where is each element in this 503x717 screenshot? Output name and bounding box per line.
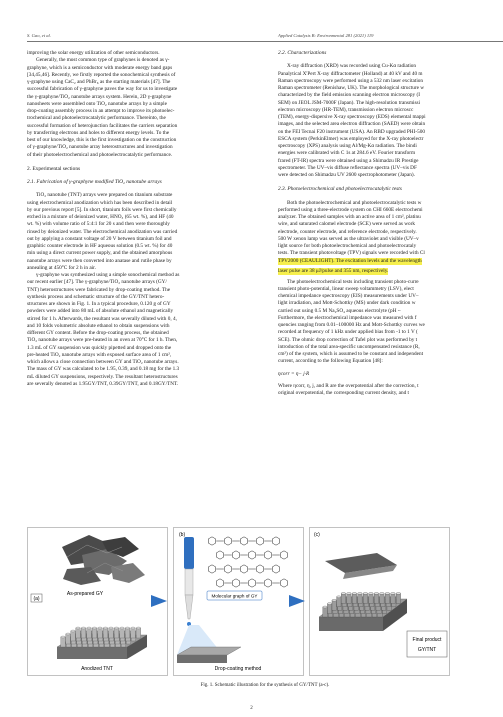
nanotube [92, 628, 96, 638]
section-2-title: 2. Experimental sections [27, 165, 81, 172]
text-line: spectroscopy (XPS) analysis using Al/Mg-Kα radiation. The bindi [278, 143, 417, 149]
nanotube-opening [327, 603, 331, 605]
tnt-fabrication-paragraph [27, 192, 259, 272]
text-line: etched in a mixture of deionized water, HNO₃ (65 wt. %), and HF (40 [27, 214, 174, 220]
characterization-paragraph [278, 63, 503, 179]
text-line: introduction of the total area-specific uncompensated resistance (R, [278, 343, 420, 350]
running-header-authors: S. Gao, et al. [27, 33, 51, 38]
text-line: [34,45,46]. Recently, we firstly reported the sonochemical synthesis of [27, 71, 176, 78]
text-line: original overpotential, the corresponding current density, and t [278, 390, 410, 396]
text-line: (TEM), energy-dispersive X-ray spectroscopy (EDS) elemental mappi [278, 114, 426, 120]
text-line: light irradiation, and Mott-Schottky (MS) under dark condition w [278, 300, 416, 307]
text-line: quencies ranging from 0.01–100000 Hz and Mott-Schottky curves we [278, 322, 425, 328]
text-line: trochemical and photoelectrocatalytic performance. Thereinto, the [27, 115, 166, 122]
text-line: Furthermore, the electrochemical impedance was measured with f [278, 314, 417, 321]
panel-c-label: (c) [314, 532, 320, 538]
nanotube [66, 634, 70, 644]
text-line: images, and the selected area electron diffraction (SAED) were obtain [278, 121, 426, 128]
text-line: out by applying a constant voltage of 20 V between titanium foil and [27, 235, 172, 242]
nanotube-opening [66, 633, 70, 635]
text-line: TPV2000 (CEAULIGHT). The excitation levels and the wavelength [278, 257, 422, 264]
final-product-label: Final product [412, 637, 442, 643]
text-line: annealing at 450°C for 2 h in air. [27, 264, 96, 271]
nanotube-opening [374, 592, 378, 594]
text-line: of γ-graphyne/TiO₂ nanotube array heterostructures and investigation [27, 144, 173, 151]
text-line: ESCA system (PerkinElmer) was employed for the X-ray photoelectr [278, 135, 424, 142]
nanotube [352, 593, 356, 603]
header-rule [27, 41, 503, 42]
text-line: stirred for 1 h. Afterwards, the resultant was severally diluted with 0, 4, [27, 315, 177, 322]
text-line: on the FEI Tecnai F20 instrument (USA). An RBD upgraded PHI-500 [278, 128, 425, 135]
text-line: SCE). The ohmic drop correction of Tafel plot was performed by t [278, 336, 418, 343]
anodized-tnt-label: Anodized TNT [81, 666, 113, 672]
nanotube-opening [396, 592, 400, 594]
text-line: successful formation of heterojunction facilitates the carriers separation [27, 122, 178, 129]
nanotube-opening [103, 627, 107, 629]
text-line: The photoelectrochemical tests including transient photo-curre [287, 278, 419, 285]
nanotube-opening [98, 627, 102, 629]
text-line: min using a direct current power supply, and the obtained amorphous [27, 250, 173, 257]
text-line: frared (FT-IR) spectra were obtained using a Shimadzu IR Prestige [278, 157, 419, 164]
text-line: improving the solar energy utilization of other semiconductors. [27, 50, 160, 56]
text-line: Raman spectrometer (Renishaw, UK). The morphological structure w [278, 85, 425, 91]
nanotube-opening [125, 627, 129, 629]
nanotube [380, 593, 384, 603]
nanotube-opening [87, 627, 91, 629]
text-line: synthesis process and schematic structure of the GY/TNT hetero- [27, 293, 165, 300]
page-number: 2 [250, 706, 253, 711]
text-line: graphitic counter electrode in HF aqueous solution (0.5 wt. %) for 40 [27, 243, 173, 249]
text-line: tests. The transient photovoltage (TPV) signals were recorded with Cl [278, 250, 425, 257]
as-prepared-gy-label: As-prepared GY [66, 591, 104, 597]
text-line: by our previous report [5]. In short, titanium foils were first chemically [27, 206, 177, 213]
nanotube-opening [391, 592, 395, 594]
nanotube [369, 593, 373, 603]
text-line: carried out using 0.5 M Na₂SO₄ aqueous electrolyte (pH ~ [278, 307, 401, 314]
nanotube [391, 593, 395, 603]
nanotube [332, 600, 336, 610]
figure-1-schematic [27, 527, 503, 683]
text-line: nanotube arrays were then converted into anatase and rutile phase by [27, 257, 172, 264]
text-line: Where ηcorr, η, j, and R are the overpotential after the correction, t [278, 382, 419, 389]
text-line: TiO₂ nanotube arrays were pre-heated in an oven at 70°C for 1 h. Then, [27, 337, 178, 344]
text-line: which allows a close connection between GY and TiO₂ nanotube arrays. [27, 359, 179, 365]
nanotube [136, 628, 140, 638]
text-line: different GY content. Before the drop-coating process, the obtained [27, 330, 169, 336]
nanotube [87, 628, 91, 638]
panel-a-label: (a) [33, 596, 40, 602]
text-line: powders were added into 80 mL of absolute ethanol and magnetically [27, 308, 174, 315]
nanotube [131, 628, 135, 638]
nanotube-opening [114, 627, 118, 629]
text-line: light source for both photoelectrochemical and photoelectrocataly [278, 243, 417, 249]
text-line: X-ray diffraction (XRD) was recorded using Cu-Kα radiation [287, 63, 417, 70]
text-line: mL diluted GY suspensions, respectively. The resultant heterostructures [27, 373, 178, 380]
text-line: rinsed by deionized water. The electrochemical anodization was carried [27, 228, 178, 235]
figure-1-caption: Fig. 1. Schematic illustration for the synthesis of GY/TNT (a-c). [200, 683, 330, 688]
text-line: energies were calibrated with C 1s at 284.6 eV. Fourier transform [278, 150, 416, 157]
text-line: successful fabrication of γ-graphyne paves the way for us to investigate [27, 86, 178, 93]
nanotube-opening [92, 627, 96, 629]
nanotube-opening [347, 592, 351, 594]
equation-explanation [278, 383, 503, 398]
gy-synthesis-paragraph [27, 272, 259, 388]
nanotube [81, 628, 85, 638]
text-line: using electrochemical anodization which has been described in detail [27, 199, 173, 206]
final-product-label-box [407, 631, 447, 657]
highlighted-passage [278, 258, 503, 279]
subsection-2-3-title: 2.3. Photoelectrochemical and photoelectrocatalytic tests [278, 186, 402, 193]
nanotube-opening [109, 627, 113, 629]
nanotube [323, 607, 327, 617]
nanotube [71, 631, 75, 641]
text-line: Generally, the most common type of graphynes is denoted as γ- [36, 57, 170, 64]
intro-paragraph [27, 50, 259, 159]
nanotube-opening [71, 630, 75, 632]
nanotube-opening [369, 592, 373, 594]
nanotube [337, 597, 341, 607]
nanotube-opening [323, 606, 327, 608]
text-line: of their photoelectrochemical and photoelectrocatalytic performance. [27, 151, 173, 158]
nanotube [103, 628, 107, 638]
text-line: transient photo-potential, linear sweep voltammetry (LSV), elect [278, 285, 414, 292]
text-line: and 10 folds volumetric absolute ethanol to obtain suspensions with [27, 322, 170, 329]
subsection-2-1-title: 2.1. Fabrication of γ-graphyne modified TiO₂ nanotube arrays [27, 179, 162, 185]
subsection-2-2-title: 2.2. Characterizations [278, 50, 327, 56]
nanotube-opening [61, 636, 65, 638]
nanotube [327, 604, 331, 614]
nanotube [347, 593, 351, 603]
molecular-graph-label: Molecular graph of GY [211, 593, 258, 599]
text-line: Raman spectroscopy were performed using a 532 nm laser excitation [278, 77, 424, 84]
text-line: characterized by the field emission scanning electron microscopy (I [278, 92, 420, 99]
text-line: current, according to the following Equation [48]: [278, 358, 383, 365]
text-line: pre-heated TiO₂ nanotube arrays with exposed surface area of 1 cm², [27, 351, 172, 358]
running-header-journal: Applied Catalysis B: Environmental 281 (2021) 119 [278, 33, 374, 38]
text-line: by transferring electrons and holes to different energy levels. To the [27, 129, 170, 136]
nanotube [358, 593, 362, 603]
text-line: the γ-graphyne/TiO₂ nanotube arrays system. Herein, 2D γ-graphyne [27, 93, 172, 100]
text-line: wt. %) with volume ratio of 5:4:1 for 20 s and then were thoroughly [27, 221, 170, 228]
text-line: chemical impedance spectroscopy (EIS) measurements under UV– [278, 293, 419, 299]
left-column [27, 50, 259, 388]
text-line: were detected on Shimadzu UV 2600 spectrophotometer (Japan). [278, 172, 415, 178]
nanotube [76, 628, 80, 638]
text-line: performed using a three-electrode system on CHI 660E electrochemi [278, 206, 423, 213]
text-line: are severally denoted as 1.95GY/TNT, 0.39GY/TNT, and 0.18GY/TNT. [27, 380, 179, 387]
text-line: γ-graphyne using CaC₂ and PhBr₆ as the starting materials [47]. The [27, 79, 171, 85]
nanotube-opening [332, 599, 336, 601]
text-line: Panalytical X'Pert X-ray diffractometer (Holland) at 40 kV and 40 m [278, 70, 423, 77]
text-line: our recent earlier [47]. The γ-graphyne/TiO₂ nanotube arrays (GY/ [27, 279, 167, 286]
nanotube [120, 628, 124, 638]
text-line: SEM) on JEOL JSM-7000F (Japan). The high-resolution transmissi [278, 99, 421, 106]
nanotube-opening [81, 627, 85, 629]
final-product-name: GY/TNT [417, 647, 437, 653]
nanotube [98, 628, 102, 638]
nanotube [125, 628, 129, 638]
text-line: structures are shown in Fig. 1. In a typical procedure, 0.120 g of GY [27, 301, 171, 307]
pec-tests-paragraph [278, 279, 503, 366]
tests-paragraph [278, 200, 503, 258]
text-line: 500 W xenon lamp was served as the ultraviolet and visible (UV–v [278, 235, 419, 242]
nanotube-opening [120, 627, 124, 629]
nanotube-opening [76, 627, 80, 629]
text-line: γ-graphyne was synthesized using a simple sonochemical method as [36, 272, 180, 278]
nanotube [109, 628, 113, 638]
text-line: cm²) of the system, which is assumed to be constant and independent [278, 351, 424, 357]
nanotube [363, 593, 367, 603]
text-line: laser pulse are 38 μJ/pulse and 355 nm, respectively. [278, 268, 389, 274]
text-line: electrode, counter electrode, and reference electrode, respectively. [278, 228, 417, 235]
nanotube-opening [341, 592, 345, 594]
text-line: TiO₂ nanotube (TNT) arrays were prepared on titanium substrate [36, 192, 173, 199]
nanotube [114, 628, 118, 638]
text-line: The mass of GY was calculated to be 1.95, 0.39, and 0.18 mg for the 1.3 [27, 366, 180, 373]
figure-1 [27, 527, 503, 687]
text-line: electron microscopy (HR-TEM), transmission electron microscc [278, 106, 414, 113]
text-line: Both the photoelectrochemical and photoelectrocatalytic tests w [287, 199, 422, 206]
nanotube-opening [136, 627, 140, 629]
text-line: 1.3 mL of GY suspension was quickly pipetted and dropped onto the [27, 344, 172, 351]
nanotube-opening [337, 596, 341, 598]
right-column [278, 50, 503, 397]
nanotube [341, 593, 345, 603]
text-line: recorded at frequency of 1 kHz under applied bias from -1 to 1 V ( [278, 329, 418, 336]
tafel-equation: ηcorr = η− j·R [278, 370, 310, 377]
nanotube-opening [131, 627, 135, 629]
text-line: spectrometer. The UV–vis diffuse reflectance spectra (UV–vis DF [278, 164, 417, 171]
nanotube-opening [363, 592, 367, 594]
nanotube [374, 593, 378, 603]
nanotube [396, 593, 400, 603]
nanotube-opening [385, 592, 389, 594]
nanotube [385, 593, 389, 603]
nanotube-opening [352, 592, 356, 594]
text-line: nanosheets were assembled onto TiO₂ nanotube arrays by a simple [27, 100, 167, 107]
text-line: drop-coating assembly process in an attempt to improve its photoelec- [27, 108, 175, 114]
nanotube [61, 637, 65, 647]
panel-b-label: (b) [179, 532, 186, 538]
text-line: wire, and saturated calomel electrode (SCE) were served as work [278, 221, 416, 228]
text-line: graphyne, which is a semiconductor with moderate energy band gaps [27, 64, 173, 71]
text-line: TNT) heterostructures were fabricated by drop-coating method. The [27, 286, 171, 293]
nanotube-opening [358, 592, 362, 594]
text-line: best of our knowledge, this is the first investigation on the construction [27, 137, 177, 143]
nanotube-opening [380, 592, 384, 594]
drop-coating-label: Drop-coating method [214, 666, 262, 672]
text-line: analyzer. The obtained samples with an active area of 1 cm², platinu [278, 214, 421, 220]
